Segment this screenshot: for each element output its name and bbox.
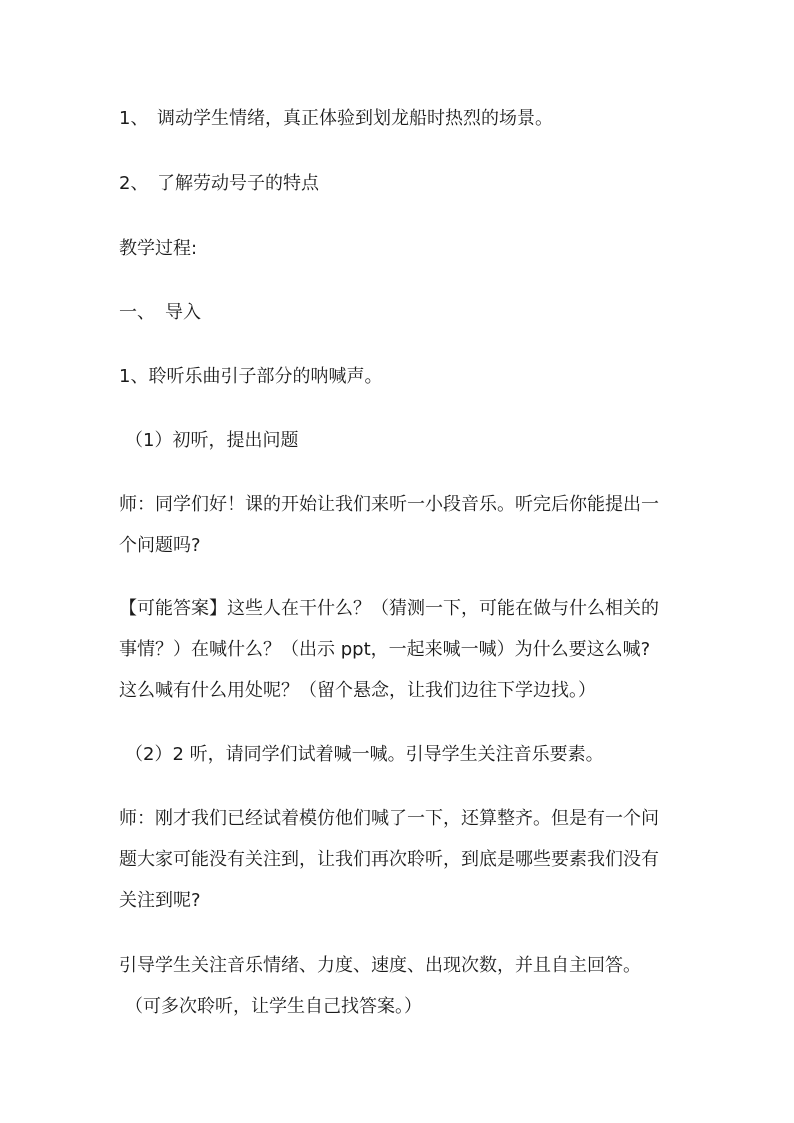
objective-2 [119, 173, 319, 195]
section-heading [119, 302, 201, 324]
objective-2-marker: 2、 [119, 173, 149, 194]
objective-1-marker: 1、 [119, 108, 149, 129]
teacher-line-2b: 题大家可能没有关注到，让我们再次聆听，到底是哪些要素我们没有 [119, 849, 659, 870]
sub-step-2: （2）2 听，请同学们试着喊一喊。引导学生关注音乐要素。 [125, 744, 604, 765]
guide-line-b: （可多次聆听，让学生自己找答案。） [125, 996, 422, 1017]
teacher-line-2a: 师：刚才我们已经试着模仿他们喊了一下，还算整齐。但是有一个问 [119, 808, 659, 829]
section-title: 导入 [165, 302, 201, 323]
sub-step-1: （1）初听，提出问题 [125, 430, 299, 451]
objective-2-text: 了解劳动号子的特点 [157, 173, 319, 194]
teacher-line-1b: 个问题吗? [119, 535, 201, 556]
guide-line-a: 引导学生关注音乐情绪、力度、速度、出现次数，并且自主回答。 [119, 955, 641, 976]
answer-line-c: 这么喊有什么用处呢？（留个悬念，让我们边往下学边找。） [119, 680, 596, 701]
step-1: 1、聆听乐曲引子部分的呐喊声。 [119, 366, 383, 387]
process-heading: 教学过程: [119, 238, 198, 259]
section-marker: 一、 [119, 302, 155, 323]
teacher-line-1a: 师：同学们好！课的开始让我们来听一小段音乐。听完后你能提出一 [119, 494, 659, 515]
objective-1 [119, 108, 553, 130]
answer-line-b: 事情？）在喊什么？（出示 ppt，一起来喊一喊）为什么要这么喊? [119, 639, 651, 660]
answer-line-a: 【可能答案】这些人在干什么？（猜测一下，可能在做与什么相关的 [119, 598, 659, 619]
objective-1-text: 调动学生情绪，真正体验到划龙船时热烈的场景。 [157, 108, 553, 129]
teacher-line-2c: 关注到呢? [119, 890, 201, 911]
